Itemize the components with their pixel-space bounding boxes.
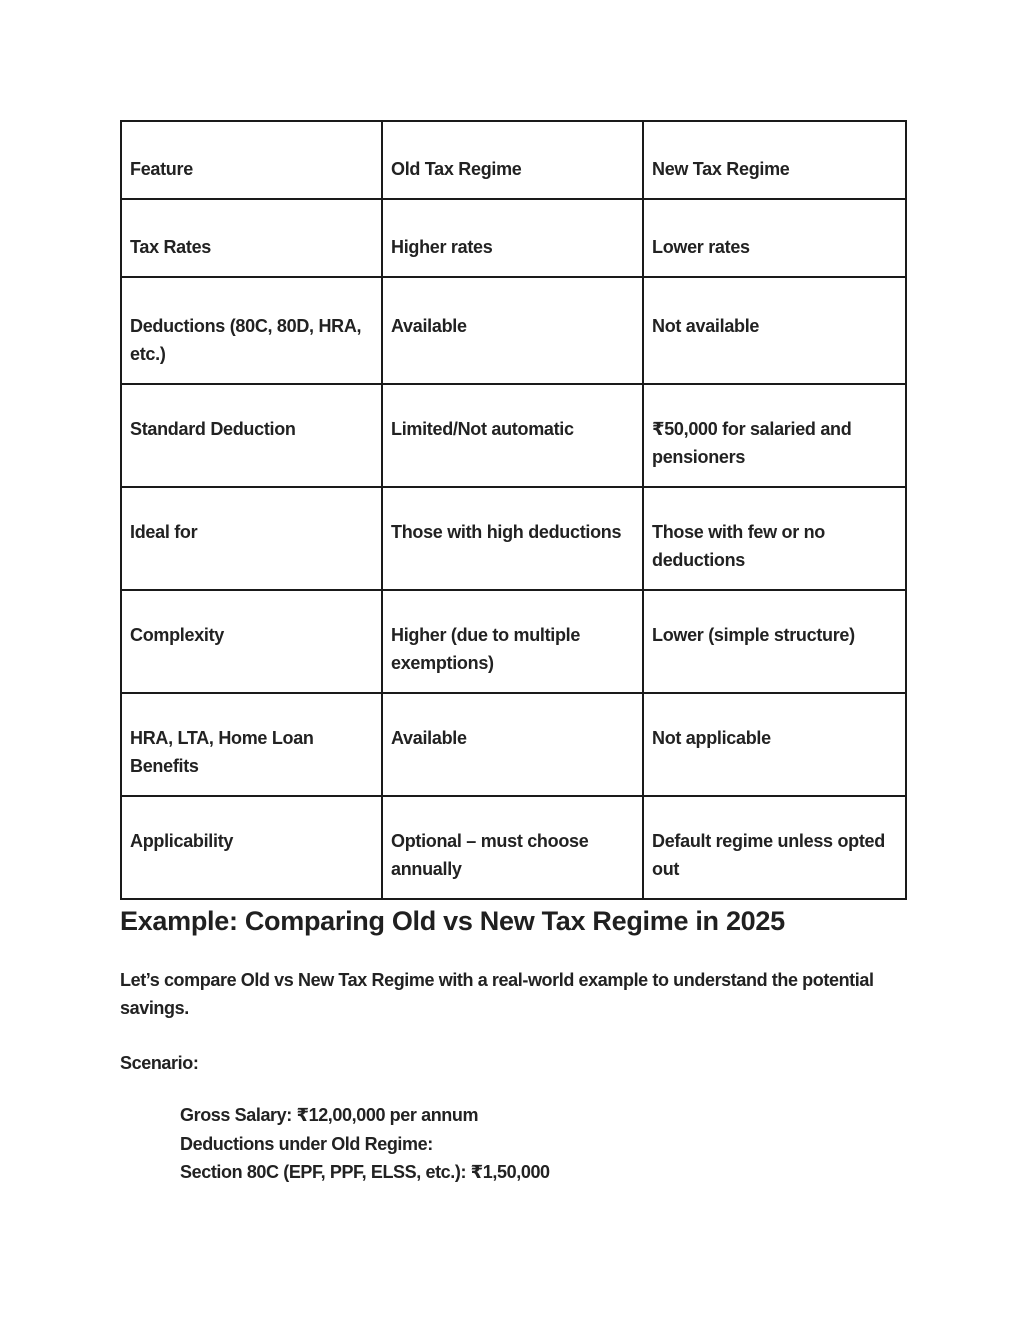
table-cell-feature: Deductions (80C, 80D, HRA, etc.)	[121, 277, 382, 384]
table-row	[121, 384, 906, 487]
intro-paragraph: Let’s compare Old vs New Tax Regime with a real-world example to understand the potential savings.	[120, 970, 874, 1018]
scenario-label: Scenario:	[120, 1053, 199, 1073]
header-cell-new-regime: New Tax Regime	[643, 121, 906, 199]
table-cell-old: Higher (due to multiple exemptions)	[382, 590, 643, 693]
scenario-item-gross-salary: Gross Salary: ₹12,00,000 per annum	[180, 1105, 479, 1125]
table-cell-new: ₹50,000 for salaried and pensioners	[643, 384, 906, 487]
header-cell-feature: Feature	[121, 121, 382, 199]
table-cell-old: Optional – must choose annually	[382, 796, 643, 899]
scenario-item-deductions-heading: Deductions under Old Regime:	[180, 1133, 433, 1154]
table-cell-old: Limited/Not automatic	[382, 384, 643, 487]
header-cell-old-regime: Old Tax Regime	[382, 121, 643, 199]
table-cell-feature: Standard Deduction	[121, 384, 382, 487]
table-cell-old: Available	[382, 693, 643, 796]
table-row	[121, 487, 906, 590]
table-cell-new: Those with few or no deductions	[643, 487, 906, 590]
scenario-item-section-80c: Section 80C (EPF, PPF, ELSS, etc.): ₹1,50,000	[180, 1162, 550, 1182]
table-cell-new: Default regime unless opted out	[643, 796, 906, 899]
table-cell-old: Those with high deductions	[382, 487, 643, 590]
table-header-row	[121, 121, 906, 199]
table-row	[121, 693, 906, 796]
table-cell-new: Not available	[643, 277, 906, 384]
table-row	[121, 277, 906, 384]
table-cell-feature: HRA, LTA, Home Loan Benefits	[121, 693, 382, 796]
table-cell-new: Not applicable	[643, 693, 906, 796]
table-cell-old: Higher rates	[382, 199, 643, 277]
table-cell-feature: Complexity	[121, 590, 382, 693]
table-cell-new: Lower rates	[643, 199, 906, 277]
table-row	[121, 796, 906, 899]
table-cell-feature: Tax Rates	[121, 199, 382, 277]
table-cell-feature: Applicability	[121, 796, 382, 899]
scenario-list	[180, 1101, 550, 1187]
section-heading: Example: Comparing Old vs New Tax Regime in 2025	[120, 906, 785, 936]
table-row	[121, 590, 906, 693]
table-cell-new: Lower (simple structure)	[643, 590, 906, 693]
table-row	[121, 199, 906, 277]
table-cell-feature: Ideal for	[121, 487, 382, 590]
table-cell-old: Available	[382, 277, 643, 384]
tax-regime-comparison-table	[120, 120, 907, 900]
